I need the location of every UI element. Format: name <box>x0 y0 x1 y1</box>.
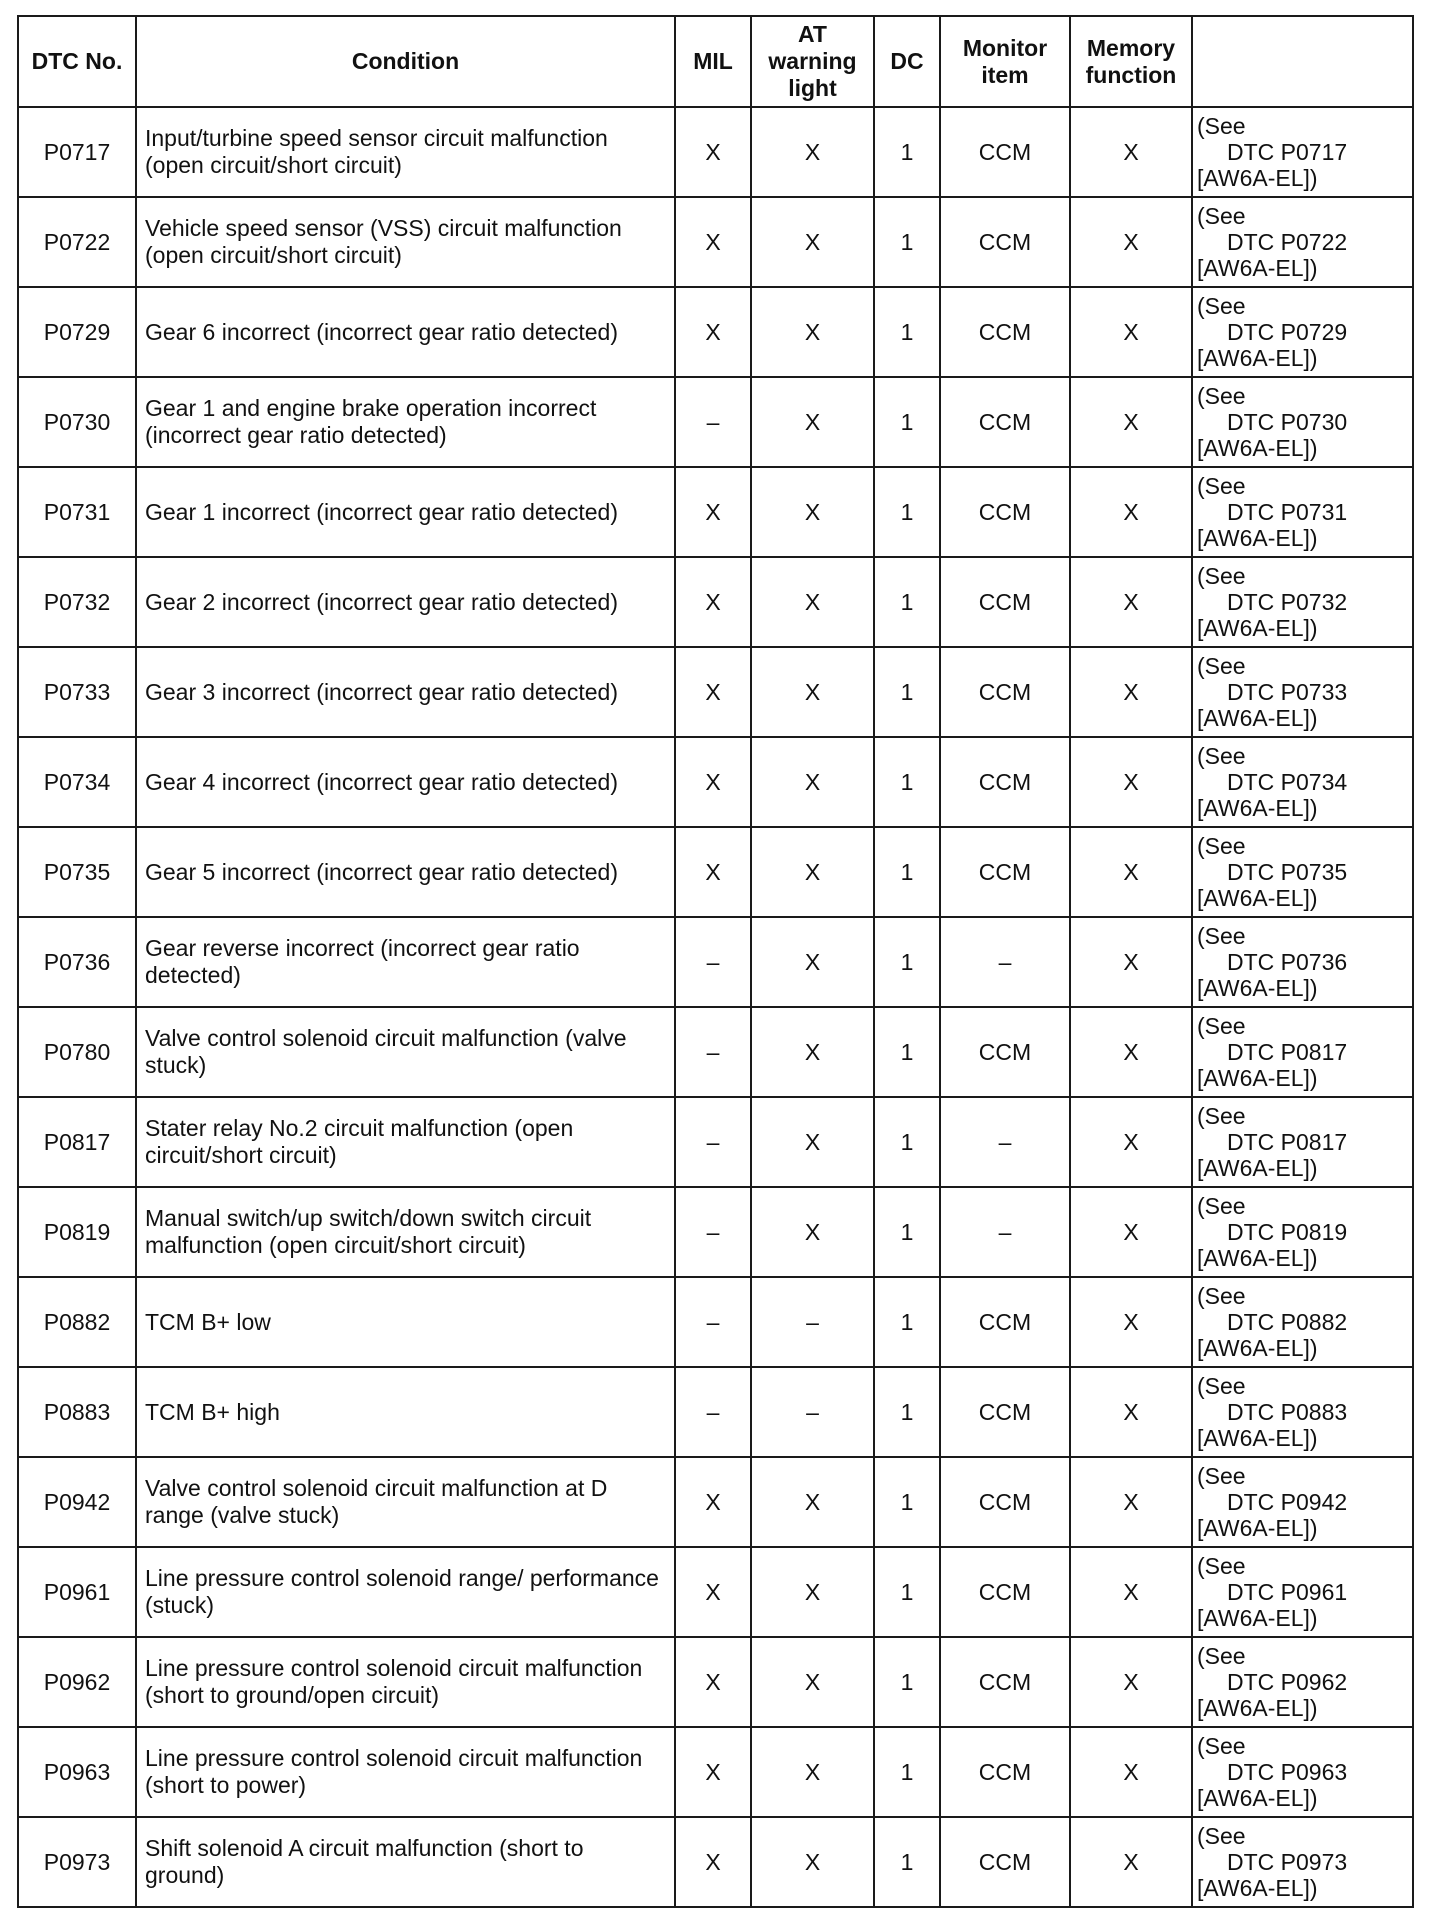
table-row <box>18 1007 1413 1097</box>
at-warning-light-cell: X <box>751 1727 874 1817</box>
mil-cell: X <box>675 467 751 557</box>
condition-cell: TCM B+ low <box>136 1277 675 1367</box>
dtc-cell: P0722 <box>18 197 136 287</box>
reference-line: DTC P0733 <box>1227 679 1348 705</box>
reference-line: DTC P0817 <box>1227 1129 1348 1155</box>
reference-link[interactable] <box>1192 1367 1413 1457</box>
header-memory-function-line: Memory <box>1086 34 1176 61</box>
mil-cell: X <box>675 737 751 827</box>
header-at-warning-light <box>751 16 874 107</box>
dc-cell: 1 <box>874 827 940 917</box>
reference-line: (See <box>1197 1553 1246 1579</box>
reference-link[interactable] <box>1192 287 1413 377</box>
memory-function-cell: X <box>1070 1007 1192 1097</box>
mil-cell: X <box>675 287 751 377</box>
reference-line: [AW6A-EL]) <box>1197 435 1318 461</box>
reference-line: (See <box>1197 1103 1246 1129</box>
reference-line: [AW6A-EL]) <box>1197 1515 1318 1541</box>
dc-cell: 1 <box>874 1727 940 1817</box>
condition-cell: Manual switch/up switch/down switch circuit malfunction (open circuit/short circuit) <box>136 1187 675 1277</box>
dtc-cell: P0942 <box>18 1457 136 1547</box>
dtc-cell: P0882 <box>18 1277 136 1367</box>
mil-cell: X <box>675 1817 751 1907</box>
header-at-warning-light-line: AT <box>798 21 827 47</box>
reference-line: DTC P0963 <box>1227 1759 1348 1785</box>
reference-link[interactable] <box>1192 737 1413 827</box>
monitor-item-cell: CCM <box>940 467 1070 557</box>
reference-line: [AW6A-EL]) <box>1197 1245 1318 1271</box>
at-warning-light-cell: X <box>751 377 874 467</box>
memory-function-cell: X <box>1070 1187 1192 1277</box>
table-row <box>18 827 1413 917</box>
reference-line: (See <box>1197 1823 1246 1849</box>
reference-line: (See <box>1197 203 1246 229</box>
reference-link[interactable] <box>1192 467 1413 557</box>
dc-cell: 1 <box>874 1277 940 1367</box>
at-warning-light-cell: X <box>751 917 874 1007</box>
dc-cell: 1 <box>874 1817 940 1907</box>
mil-cell: X <box>675 557 751 647</box>
reference-line: (See <box>1197 1283 1246 1309</box>
at-warning-light-cell: X <box>751 287 874 377</box>
reference-link[interactable] <box>1192 647 1413 737</box>
condition-cell: Gear 4 incorrect (incorrect gear ratio detected) <box>136 737 675 827</box>
condition-cell: Gear 2 incorrect (incorrect gear ratio detected) <box>136 557 675 647</box>
header-memory-function-line: function <box>1085 61 1177 88</box>
reference-line: [AW6A-EL]) <box>1197 345 1318 371</box>
table-row <box>18 917 1413 1007</box>
dc-cell: 1 <box>874 647 940 737</box>
memory-function-cell: X <box>1070 107 1192 197</box>
monitor-item-cell: CCM <box>940 287 1070 377</box>
at-warning-light-cell: X <box>751 107 874 197</box>
reference-line: (See <box>1197 1643 1246 1669</box>
reference-line: (See <box>1197 1193 1246 1219</box>
monitor-item-cell: – <box>940 1097 1070 1187</box>
dtc-cell: P0736 <box>18 917 136 1007</box>
dtc-cell: P0733 <box>18 647 136 737</box>
reference-link[interactable] <box>1192 1817 1413 1907</box>
monitor-item-cell: CCM <box>940 377 1070 467</box>
dtc-cell: P0817 <box>18 1097 136 1187</box>
condition-cell: Line pressure control solenoid circuit malfunction (short to ground/open circuit) <box>136 1637 675 1727</box>
dc-cell: 1 <box>874 467 940 557</box>
condition-cell: Gear 1 and engine brake operation incorrect (incorrect gear ratio detected) <box>136 377 675 467</box>
dtc-cell: P0973 <box>18 1817 136 1907</box>
monitor-item-cell: CCM <box>940 107 1070 197</box>
mil-cell: X <box>675 1547 751 1637</box>
table-row <box>18 377 1413 467</box>
dc-cell: 1 <box>874 737 940 827</box>
monitor-item-cell: CCM <box>940 1007 1070 1097</box>
header-monitor-item <box>940 16 1070 107</box>
condition-cell: TCM B+ high <box>136 1367 675 1457</box>
at-warning-light-cell: X <box>751 1097 874 1187</box>
dc-cell: 1 <box>874 377 940 467</box>
reference-line: [AW6A-EL]) <box>1197 705 1318 731</box>
table-row <box>18 647 1413 737</box>
condition-cell: Shift solenoid A circuit malfunction (short to ground) <box>136 1817 675 1907</box>
reference-link[interactable] <box>1192 1547 1413 1637</box>
table-row <box>18 1637 1413 1727</box>
dc-cell: 1 <box>874 197 940 287</box>
monitor-item-cell: – <box>940 917 1070 1007</box>
reference-line: (See <box>1197 653 1246 679</box>
table-row <box>18 467 1413 557</box>
memory-function-cell: X <box>1070 1547 1192 1637</box>
dtc-cell: P0819 <box>18 1187 136 1277</box>
at-warning-light-cell: X <box>751 1187 874 1277</box>
dc-cell: 1 <box>874 1637 940 1727</box>
at-warning-light-cell: X <box>751 737 874 827</box>
table-row <box>18 107 1413 197</box>
dtc-cell: P0730 <box>18 377 136 467</box>
reference-line: DTC P0819 <box>1227 1219 1348 1245</box>
table-row <box>18 1457 1413 1547</box>
condition-cell: Vehicle speed sensor (VSS) circuit malfunction (open circuit/short circuit) <box>136 197 675 287</box>
monitor-item-cell: CCM <box>940 1817 1070 1907</box>
reference-line: (See <box>1197 923 1246 949</box>
reference-line: [AW6A-EL]) <box>1197 1695 1318 1721</box>
memory-function-cell: X <box>1070 287 1192 377</box>
reference-link[interactable] <box>1192 1727 1413 1817</box>
condition-cell: Line pressure control solenoid circuit malfunction (short to power) <box>136 1727 675 1817</box>
dc-cell: 1 <box>874 1097 940 1187</box>
table-row <box>18 1097 1413 1187</box>
reference-line: [AW6A-EL]) <box>1197 525 1318 551</box>
dtc-cell: P0729 <box>18 287 136 377</box>
header-condition: Condition <box>136 16 675 107</box>
reference-link[interactable] <box>1192 1457 1413 1547</box>
reference-line: DTC P0817 <box>1227 1039 1348 1065</box>
reference-line: [AW6A-EL]) <box>1197 1875 1318 1901</box>
header-monitor-item-line: item <box>981 61 1029 88</box>
condition-cell: Gear 1 incorrect (incorrect gear ratio detected) <box>136 467 675 557</box>
mil-cell: – <box>675 1007 751 1097</box>
reference-line: (See <box>1197 563 1246 589</box>
mil-cell: X <box>675 1727 751 1817</box>
reference-line: (See <box>1197 473 1246 499</box>
memory-function-cell: X <box>1070 197 1192 287</box>
condition-cell: Line pressure control solenoid range/ performance (stuck) <box>136 1547 675 1637</box>
dc-cell: 1 <box>874 1457 940 1547</box>
reference-line: DTC P0736 <box>1227 949 1348 975</box>
monitor-item-cell: CCM <box>940 1367 1070 1457</box>
mil-cell: – <box>675 1097 751 1187</box>
table-body <box>18 107 1413 1907</box>
memory-function-cell: X <box>1070 1277 1192 1367</box>
reference-line: DTC P0942 <box>1227 1489 1348 1515</box>
reference-link[interactable] <box>1192 1097 1413 1187</box>
dtc-cell: P0735 <box>18 827 136 917</box>
reference-line: DTC P0735 <box>1227 859 1348 885</box>
reference-line: DTC P0734 <box>1227 769 1348 795</box>
reference-line: (See <box>1197 1013 1246 1039</box>
reference-line: DTC P0722 <box>1227 229 1348 255</box>
dtc-cell: P0962 <box>18 1637 136 1727</box>
reference-line: DTC P0730 <box>1227 409 1348 435</box>
memory-function-cell: X <box>1070 377 1192 467</box>
memory-function-cell: X <box>1070 1637 1192 1727</box>
at-warning-light-cell: X <box>751 1457 874 1547</box>
header-at-warning-light-line: light <box>788 75 837 101</box>
monitor-item-cell: CCM <box>940 1277 1070 1367</box>
at-warning-light-cell: X <box>751 1817 874 1907</box>
monitor-item-cell: CCM <box>940 1727 1070 1817</box>
condition-cell: Input/turbine speed sensor circuit malfunction (open circuit/short circuit) <box>136 107 675 197</box>
dc-cell: 1 <box>874 1187 940 1277</box>
dc-cell: 1 <box>874 917 940 1007</box>
reference-line: DTC P0962 <box>1227 1669 1348 1695</box>
condition-cell: Gear 3 incorrect (incorrect gear ratio detected) <box>136 647 675 737</box>
reference-link[interactable] <box>1192 1277 1413 1367</box>
header-mil: MIL <box>675 16 751 107</box>
reference-line: (See <box>1197 1373 1246 1399</box>
reference-line: [AW6A-EL]) <box>1197 975 1318 1001</box>
dtc-cell: P0883 <box>18 1367 136 1457</box>
at-warning-light-cell: X <box>751 1007 874 1097</box>
dtc-table <box>17 15 1414 1908</box>
reference-line: (See <box>1197 293 1246 319</box>
header-monitor-item-line: Monitor <box>962 34 1048 61</box>
dc-cell: 1 <box>874 557 940 647</box>
memory-function-cell: X <box>1070 737 1192 827</box>
dc-cell: 1 <box>874 1367 940 1457</box>
reference-line: (See <box>1197 833 1246 859</box>
reference-line: [AW6A-EL]) <box>1197 795 1318 821</box>
reference-link[interactable] <box>1192 1637 1413 1727</box>
reference-line: (See <box>1197 1463 1246 1489</box>
table-row <box>18 737 1413 827</box>
reference-link[interactable] <box>1192 107 1413 197</box>
mil-cell: X <box>675 197 751 287</box>
at-warning-light-cell: X <box>751 827 874 917</box>
reference-line: (See <box>1197 113 1246 139</box>
dtc-cell: P0732 <box>18 557 136 647</box>
mil-cell: – <box>675 1367 751 1457</box>
at-warning-light-cell: X <box>751 647 874 737</box>
reference-line: [AW6A-EL]) <box>1197 255 1318 281</box>
reference-line: DTC P0883 <box>1227 1399 1348 1425</box>
reference-line: DTC P0729 <box>1227 319 1348 345</box>
table-row <box>18 197 1413 287</box>
reference-line: [AW6A-EL]) <box>1197 1065 1318 1091</box>
monitor-item-cell: CCM <box>940 1457 1070 1547</box>
mil-cell: X <box>675 107 751 197</box>
dtc-cell: P0734 <box>18 737 136 827</box>
reference-line: (See <box>1197 1733 1246 1759</box>
header-row <box>18 16 1413 107</box>
table-row <box>18 287 1413 377</box>
at-warning-light-cell: X <box>751 1547 874 1637</box>
memory-function-cell: X <box>1070 467 1192 557</box>
mil-cell: X <box>675 1457 751 1547</box>
reference-line: DTC P0973 <box>1227 1849 1348 1875</box>
reference-link[interactable] <box>1192 1007 1413 1097</box>
monitor-item-cell: CCM <box>940 647 1070 737</box>
reference-line: [AW6A-EL]) <box>1197 885 1318 911</box>
monitor-item-cell: CCM <box>940 1547 1070 1637</box>
monitor-item-cell: CCM <box>940 827 1070 917</box>
reference-line: DTC P0732 <box>1227 589 1348 615</box>
reference-line: (See <box>1197 743 1246 769</box>
reference-link[interactable] <box>1192 1187 1413 1277</box>
reference-line: DTC P0882 <box>1227 1309 1348 1335</box>
table-row <box>18 1187 1413 1277</box>
monitor-item-cell: CCM <box>940 197 1070 287</box>
reference-link[interactable] <box>1192 197 1413 287</box>
reference-line: [AW6A-EL]) <box>1197 1605 1318 1631</box>
at-warning-light-cell: – <box>751 1277 874 1367</box>
condition-cell: Gear reverse incorrect (incorrect gear ratio detected) <box>136 917 675 1007</box>
table-row <box>18 1277 1413 1367</box>
mil-cell: – <box>675 917 751 1007</box>
memory-function-cell: X <box>1070 1727 1192 1817</box>
at-warning-light-cell: – <box>751 1367 874 1457</box>
dtc-cell: P0961 <box>18 1547 136 1637</box>
dtc-cell: P0717 <box>18 107 136 197</box>
memory-function-cell: X <box>1070 1817 1192 1907</box>
mil-cell: – <box>675 377 751 467</box>
at-warning-light-cell: X <box>751 467 874 557</box>
reference-line: DTC P0731 <box>1227 499 1348 525</box>
memory-function-cell: X <box>1070 827 1192 917</box>
dtc-cell: P0780 <box>18 1007 136 1097</box>
monitor-item-cell: – <box>940 1187 1070 1277</box>
header-at-warning-light-line: warning <box>768 48 857 74</box>
memory-function-cell: X <box>1070 1367 1192 1457</box>
table-row <box>18 557 1413 647</box>
condition-cell: Stater relay No.2 circuit malfunction (open circuit/short circuit) <box>136 1097 675 1187</box>
dtc-cell: P0963 <box>18 1727 136 1817</box>
condition-cell: Gear 5 incorrect (incorrect gear ratio detected) <box>136 827 675 917</box>
memory-function-cell: X <box>1070 647 1192 737</box>
reference-line: [AW6A-EL]) <box>1197 1155 1318 1181</box>
table-row <box>18 1817 1413 1907</box>
memory-function-cell: X <box>1070 557 1192 647</box>
reference-link[interactable] <box>1192 917 1413 1007</box>
memory-function-cell: X <box>1070 1457 1192 1547</box>
condition-cell: Gear 6 incorrect (incorrect gear ratio detected) <box>136 287 675 377</box>
reference-line: DTC P0961 <box>1227 1579 1348 1605</box>
memory-function-cell: X <box>1070 917 1192 1007</box>
mil-cell: X <box>675 827 751 917</box>
mil-cell: X <box>675 647 751 737</box>
reference-line: [AW6A-EL]) <box>1197 1785 1318 1811</box>
at-warning-light-cell: X <box>751 1637 874 1727</box>
reference-link[interactable] <box>1192 827 1413 917</box>
reference-line: (See <box>1197 383 1246 409</box>
dc-cell: 1 <box>874 1007 940 1097</box>
monitor-item-cell: CCM <box>940 557 1070 647</box>
at-warning-light-cell: X <box>751 557 874 647</box>
reference-link[interactable] <box>1192 557 1413 647</box>
table-row <box>18 1727 1413 1817</box>
header-reference <box>1192 16 1413 107</box>
monitor-item-cell: CCM <box>940 737 1070 827</box>
condition-cell: Valve control solenoid circuit malfunction (valve stuck) <box>136 1007 675 1097</box>
memory-function-cell: X <box>1070 1097 1192 1187</box>
header-memory-function <box>1070 16 1192 107</box>
header-dtc-no: DTC No. <box>18 16 136 107</box>
table-header <box>18 16 1413 107</box>
reference-line: [AW6A-EL]) <box>1197 165 1318 191</box>
reference-line: [AW6A-EL]) <box>1197 615 1318 641</box>
table-row <box>18 1547 1413 1637</box>
dc-cell: 1 <box>874 1547 940 1637</box>
table-row <box>18 1367 1413 1457</box>
dtc-cell: P0731 <box>18 467 136 557</box>
condition-cell: Valve control solenoid circuit malfunction at D range (valve stuck) <box>136 1457 675 1547</box>
monitor-item-cell: CCM <box>940 1637 1070 1727</box>
reference-line: DTC P0717 <box>1227 139 1348 165</box>
mil-cell: X <box>675 1637 751 1727</box>
reference-link[interactable] <box>1192 377 1413 467</box>
dc-cell: 1 <box>874 287 940 377</box>
mil-cell: – <box>675 1277 751 1367</box>
at-warning-light-cell: X <box>751 197 874 287</box>
reference-line: [AW6A-EL]) <box>1197 1425 1318 1451</box>
mil-cell: – <box>675 1187 751 1277</box>
reference-line: [AW6A-EL]) <box>1197 1335 1318 1361</box>
header-dc: DC <box>874 16 940 107</box>
dc-cell: 1 <box>874 107 940 197</box>
